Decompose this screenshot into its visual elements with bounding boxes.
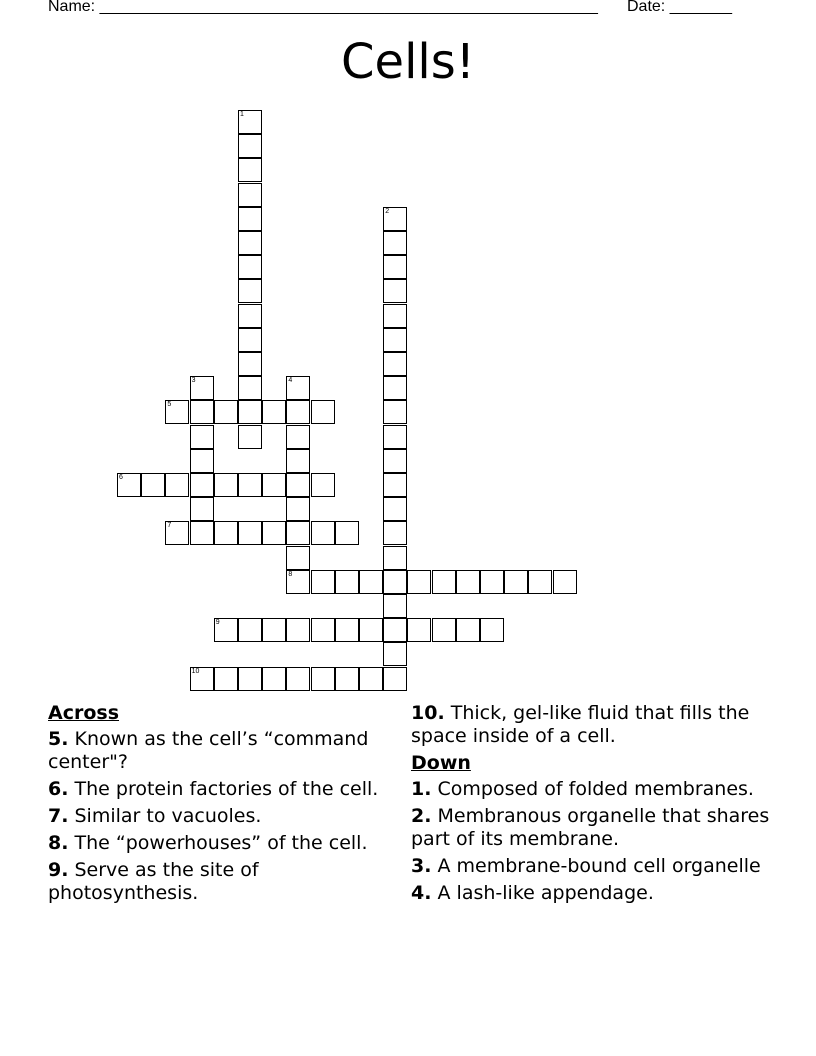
crossword-cell[interactable] [286, 449, 310, 473]
crossword-cell[interactable] [190, 667, 214, 691]
crossword-cell[interactable] [383, 425, 407, 449]
clue-number: 1. [411, 778, 432, 800]
crossword-cell[interactable] [335, 521, 359, 545]
crossword-cell[interactable] [383, 594, 407, 618]
crossword-cell[interactable] [286, 570, 310, 594]
across-clue [48, 728, 408, 774]
crossword-cell[interactable] [286, 546, 310, 570]
crossword-cell[interactable] [383, 207, 407, 231]
crossword-cell[interactable] [407, 570, 431, 594]
clue-number: 2. [411, 805, 432, 827]
clue-number-label: 3 [191, 377, 196, 385]
crossword-cell[interactable] [238, 134, 262, 158]
crossword-cell[interactable] [238, 279, 262, 303]
page-title: Cells! [341, 34, 475, 90]
crossword-cell[interactable] [383, 328, 407, 352]
crossword-cell[interactable] [238, 400, 262, 424]
crossword-cell[interactable] [165, 521, 189, 545]
crossword-cell[interactable] [286, 473, 310, 497]
crossword-cell[interactable] [214, 521, 238, 545]
crossword-cell[interactable] [238, 110, 262, 134]
crossword-cell[interactable] [190, 376, 214, 400]
crossword-cell[interactable] [528, 570, 552, 594]
down-clue [411, 882, 771, 905]
clue-text: Similar to vacuoles. [74, 805, 262, 827]
crossword-cell[interactable] [383, 521, 407, 545]
crossword-cell[interactable] [383, 667, 407, 691]
crossword-cell[interactable] [383, 642, 407, 666]
crossword-cell[interactable] [504, 570, 528, 594]
crossword-cell[interactable] [359, 618, 383, 642]
clues-right-column [411, 702, 771, 909]
clue-number: 6. [48, 778, 69, 800]
crossword-cell[interactable] [141, 473, 165, 497]
down-clue [411, 855, 771, 878]
crossword-cell[interactable] [335, 667, 359, 691]
crossword-cell[interactable] [456, 570, 480, 594]
crossword-cell[interactable] [359, 570, 383, 594]
clue-number: 4. [411, 882, 432, 904]
clue-number: 10. [411, 702, 445, 724]
crossword-cell[interactable] [480, 618, 504, 642]
crossword-cell[interactable] [238, 521, 262, 545]
crossword-cell[interactable] [262, 667, 286, 691]
crossword-cell[interactable] [214, 667, 238, 691]
clue-text: The protein factories of the cell. [74, 778, 379, 800]
crossword-cell[interactable] [262, 400, 286, 424]
crossword-cell[interactable] [117, 473, 141, 497]
crossword-cell[interactable] [383, 400, 407, 424]
crossword-cell[interactable] [238, 618, 262, 642]
crossword-cell[interactable] [383, 255, 407, 279]
clue-text: Serve as the site of photosynthesis. [48, 859, 259, 904]
clue-number-label: 6 [119, 474, 123, 481]
crossword-cell[interactable] [311, 618, 335, 642]
across-clue [411, 702, 771, 748]
crossword-cell[interactable] [311, 667, 335, 691]
down-clue [411, 805, 771, 851]
crossword-cell[interactable] [238, 667, 262, 691]
crossword-cell[interactable] [286, 425, 310, 449]
clue-number: 8. [48, 832, 69, 854]
clue-number: 7. [48, 805, 69, 827]
crossword-cell[interactable] [383, 449, 407, 473]
crossword-cell[interactable] [383, 570, 407, 594]
crossword-cell[interactable] [383, 497, 407, 521]
clue-text: Membranous organelle that shares part of its membrane. [411, 805, 770, 850]
crossword-cell[interactable] [456, 618, 480, 642]
clue-text: A lash-like appendage. [437, 882, 654, 904]
clues-left-column [48, 702, 408, 909]
down-heading: Down [411, 752, 471, 774]
clue-text: A membrane-bound cell organelle [437, 855, 761, 877]
crossword-cell[interactable] [432, 618, 456, 642]
across-clue [48, 859, 408, 905]
crossword-cell[interactable] [311, 521, 335, 545]
crossword-cell[interactable] [190, 521, 214, 545]
crossword-cell[interactable] [311, 473, 335, 497]
crossword-cell[interactable] [286, 400, 310, 424]
crossword-cell[interactable] [190, 473, 214, 497]
date-field[interactable]: Date: _______ [627, 0, 732, 15]
crossword-cell[interactable] [165, 400, 189, 424]
crossword-cell[interactable] [359, 667, 383, 691]
across-clue [48, 805, 408, 828]
crossword-cell[interactable] [238, 376, 262, 400]
crossword-cell[interactable] [286, 376, 310, 400]
crossword-cell[interactable] [311, 400, 335, 424]
across-clue [48, 832, 408, 855]
crossword-cell[interactable] [383, 279, 407, 303]
crossword-cell[interactable] [407, 618, 431, 642]
down-clue [411, 778, 771, 801]
crossword-cell[interactable] [286, 497, 310, 521]
clue-text: The “powerhouses” of the cell. [74, 832, 368, 854]
crossword-cell[interactable] [480, 570, 504, 594]
crossword-cell[interactable] [286, 667, 310, 691]
crossword-cell[interactable] [553, 570, 577, 594]
crossword-cell[interactable] [383, 473, 407, 497]
clue-number-label: 8 [288, 570, 293, 578]
crossword-cell[interactable] [432, 570, 456, 594]
crossword-cell[interactable] [383, 376, 407, 400]
crossword-cell[interactable] [335, 618, 359, 642]
name-field[interactable]: Name: ________________________________________________________ [48, 0, 598, 15]
clue-number-label: 2 [385, 207, 390, 215]
across-heading: Across [48, 702, 120, 724]
clue-number: 9. [48, 859, 69, 881]
crossword-cell[interactable] [311, 570, 335, 594]
crossword-cell[interactable] [214, 618, 238, 642]
clue-number-label: 10 [191, 667, 200, 675]
crossword-cell[interactable] [238, 255, 262, 279]
crossword-cell[interactable] [238, 207, 262, 231]
crossword-cell[interactable] [383, 231, 407, 255]
clue-number-label: 1 [240, 111, 244, 118]
crossword-cell[interactable] [262, 473, 286, 497]
crossword-cell[interactable] [286, 521, 310, 545]
crossword-cell[interactable] [190, 497, 214, 521]
clue-number: 5. [48, 728, 69, 750]
clue-text: Thick, gel-like fluid that fills the space inside of a cell. [411, 702, 750, 747]
crossword-cell[interactable] [238, 352, 262, 376]
crossword-cell[interactable] [190, 425, 214, 449]
crossword-cell[interactable] [238, 328, 262, 352]
clue-number: 3. [411, 855, 432, 877]
clue-number-label: 5 [167, 401, 172, 409]
crossword-cell[interactable] [238, 304, 262, 328]
crossword-cell[interactable] [383, 618, 407, 642]
crossword-cell[interactable] [335, 570, 359, 594]
crossword-cell[interactable] [286, 618, 310, 642]
crossword-cell[interactable] [262, 521, 286, 545]
clue-text: Composed of folded membranes. [437, 778, 754, 800]
clue-number-label: 9 [215, 619, 220, 627]
crossword-cell[interactable] [238, 183, 262, 207]
crossword-cell[interactable] [238, 473, 262, 497]
crossword-cell[interactable] [165, 473, 189, 497]
crossword-cell[interactable] [262, 618, 286, 642]
clue-number-label: 4 [288, 377, 293, 385]
across-clue [48, 778, 408, 801]
clue-text: Known as the cell’s “command center"? [48, 728, 369, 773]
crossword-cell[interactable] [214, 473, 238, 497]
crossword-cell[interactable] [214, 400, 238, 424]
crossword-cell[interactable] [190, 400, 214, 424]
crossword-cell[interactable] [190, 449, 214, 473]
crossword-cell[interactable] [383, 304, 407, 328]
crossword-cell[interactable] [238, 158, 262, 182]
crossword-cell[interactable] [238, 231, 262, 255]
clue-number-label: 7 [167, 522, 172, 530]
crossword-cell[interactable] [383, 546, 407, 570]
crossword-cell[interactable] [383, 352, 407, 376]
crossword-cell[interactable] [238, 425, 262, 449]
